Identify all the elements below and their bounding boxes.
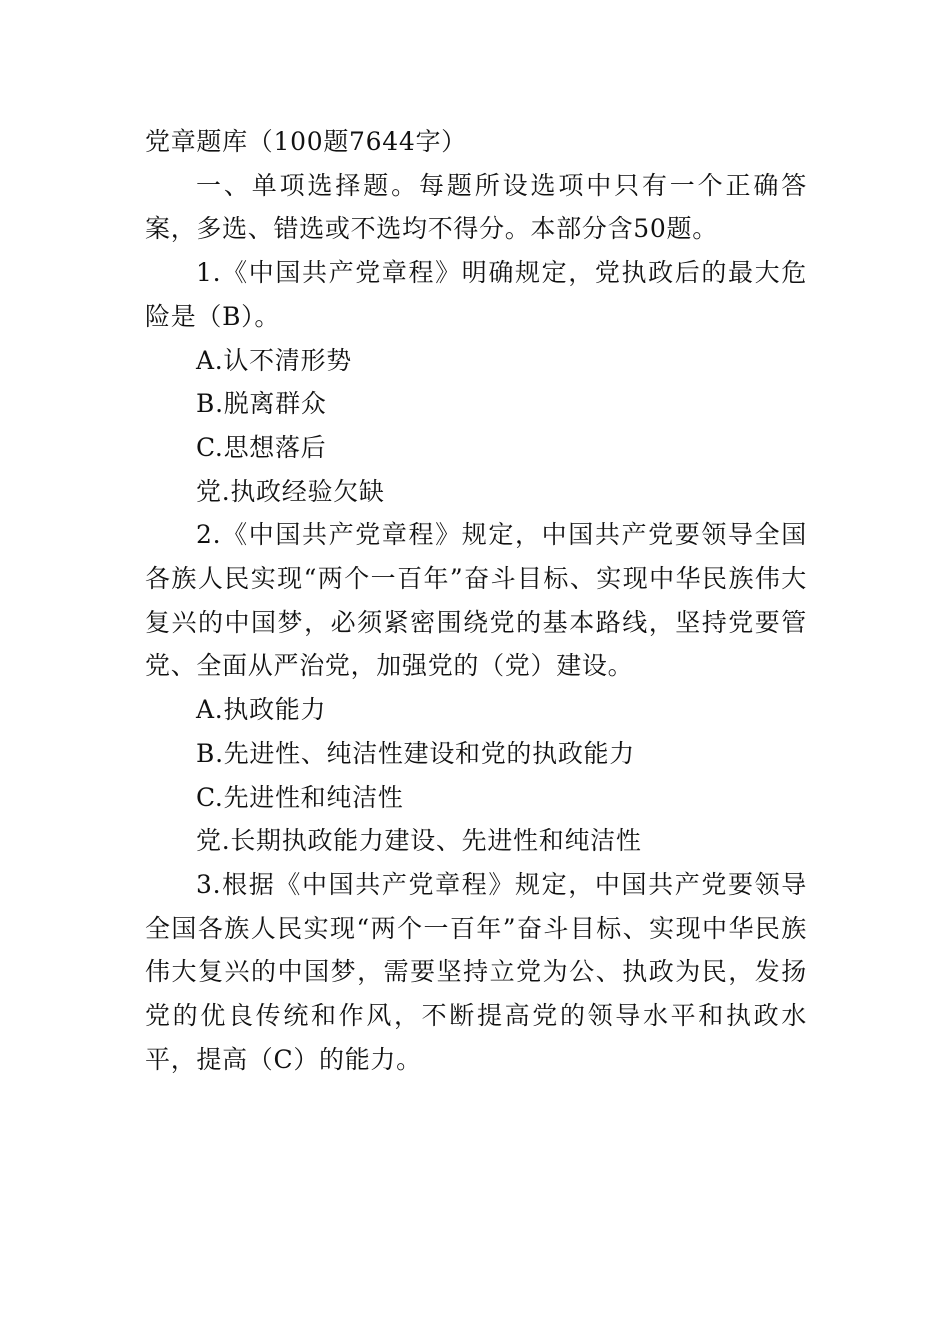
document-title: 党章题库（100题7644字） [145,127,467,156]
document-body [145,120,807,1081]
question-2-option-b: B.先进性、纯洁性建设和党的执政能力 [196,738,635,768]
question-1-option-a: A.认不清形势 [196,345,352,375]
section-heading: 一、单项选择题。每题所设选项中只有一个正确答案，多选、错选或不选均不得分。本部分含50题。 [145,170,807,244]
question-2-option-d: 党.长期执政能力建设、先进性和纯洁性 [196,826,642,856]
question-1-stem: 1.《中国共产党章程》明确规定，党执政后的最大危险是（B）。 [145,258,807,331]
question-2-stem: 2.《中国共产党章程》规定，中国共产党要领导全国各族人民实现“两个一百年”奋斗目标、实现中华民族伟大复兴的中国梦，必须紧密围绕党的基本路线，坚持党要管党、全面从严治党，加强党的（党）建设。 [145,520,807,681]
question-2-option-a: A.执政能力 [196,695,327,725]
question-1-option-c: C.思想落后 [196,432,327,462]
question-1-option-b: B.脱离群众 [196,389,327,419]
question-2-option-c: C.先进性和纯洁性 [196,782,404,812]
question-1-option-d: 党.执政经验欠缺 [196,476,385,506]
question-3-stem: 3.根据《中国共产党章程》规定，中国共产党要领导全国各族人民实现“两个一百年”奋斗目标、实现中华民族伟大复兴的中国梦，需要坚持立党为公、执政为民，发扬党的优良传统和作风，不断提高党的领导水平和执政水平，提高（C）的能力。 [145,869,807,1074]
